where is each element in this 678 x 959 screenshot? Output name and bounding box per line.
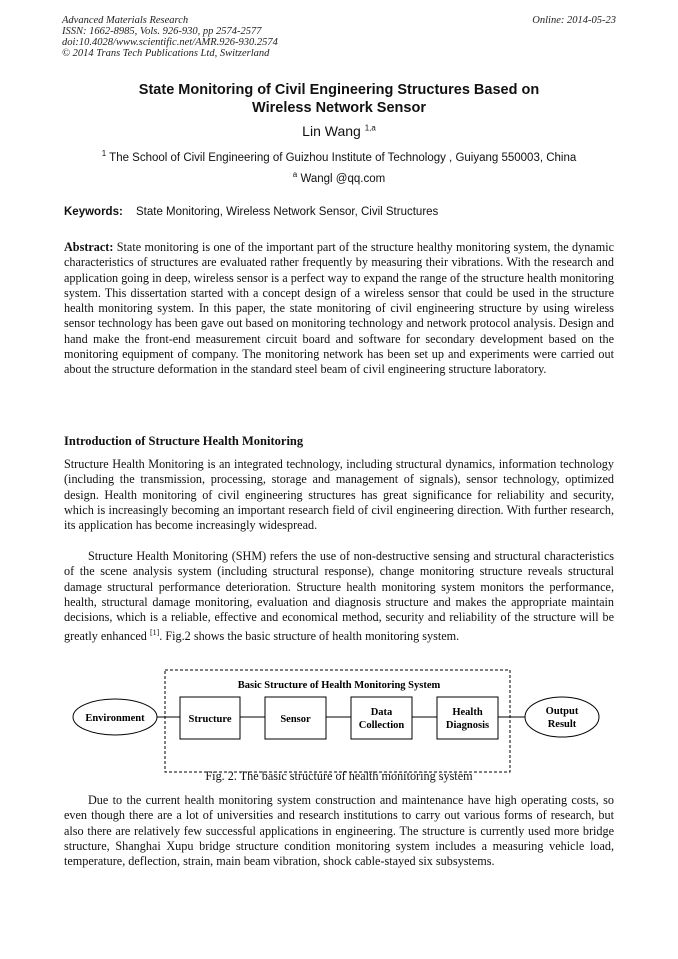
abstract — [64, 240, 614, 378]
paper-title — [40, 81, 638, 117]
email-superscript: a — [292, 170, 298, 179]
sensor-label: Sensor — [280, 714, 311, 725]
author — [0, 123, 678, 139]
figure-caption: Fig. 2. The basic structure of health monitoring system — [205, 769, 473, 783]
health-diagnosis-label-2: Diagnosis — [445, 720, 490, 731]
affiliation — [0, 149, 678, 164]
paragraph-3: Due to the current health monitoring system construction and maintenance have high operating costs, so even though there are a lot of universities and research institutions to carry out various forms of research, but also there are relatively few successful applications in engineering. The structure is currently used more bridge structure, Shanghai Xupu bridge structure condition monitoring system includes a measuring vehicle load, temperature, deflection, strain, main beam vibration, shock cable-stayed six subsystems. — [64, 793, 614, 869]
affiliation-superscript: 1 — [101, 149, 107, 158]
title-line-2: Wireless Network Sensor — [252, 100, 426, 116]
copyright-line: © 2014 Trans Tech Publications Ltd, Switzerland — [62, 48, 270, 59]
abstract-label: Abstract: — [64, 240, 114, 254]
abstract-text: State monitoring is one of the important part of the structure healthy monitoring system, the dynamic characteristics of structures are evaluated rather frequently by measuring their vibrations. With the research and application going in deep, wireless sensor is a perfect way to expand the range of the structure health monitoring system. This dissertation started with a concept design of a wireless sensor that could be used in the structure health monitoring system. In this paper, the state monitoring of civil engineering structure by using wireless sensor technology has been gave out based on monitoring technology and network protocol analysis. Design and hand make the front-end measurement circuit board and software for secondary development based on the monitoring equipment of company. The monitoring network has been set up and experiments were carried out about the structure deformation in the standard steel beam of civil engineering structure laboratory. — [64, 240, 614, 377]
data-collection-node — [351, 697, 412, 739]
journal-name: Advanced Materials Research — [62, 15, 189, 26]
affiliation-text: The School of Civil Engineering of Guizhou Institute of Technology , Guiyang 550003, China — [109, 151, 577, 164]
health-diagnosis-node — [437, 697, 498, 739]
environment-label: Environment — [85, 713, 145, 724]
author-superscript: 1,a — [364, 123, 376, 133]
output-node — [525, 697, 599, 737]
doi-line: doi:10.4028/www.scientific.net/AMR.926-930.2574 — [62, 37, 278, 48]
data-collection-label-1: Data — [370, 707, 393, 718]
email — [0, 170, 678, 185]
data-collection-label-2: Collection — [358, 720, 405, 731]
journal-header — [62, 15, 616, 59]
paragraph-2-text: Structure Health Monitoring (SHM) refers the use of non-destructive sensing and structural characteristics of the scene analysis system (including structural response), change monitoring structure reveals structural damage structural performance deterioration. Structure health monitoring system monitors the performance, health, structural damage monitoring, evaluation and diagnosis structure and makes the appropriate maintain decisions, which is a reliable, effective and economical method, security and reliability of the structure will be greatly enhanced — [64, 549, 614, 644]
citation-ref: [1] — [149, 628, 160, 638]
paragraph-1: Structure Health Monitoring is an integrated technology, including structural dynamics, information technology (including the transmission, processing, storage and management of signals), sensor technology, optimized design. Health monitoring of civil engineering structures has great significance for reliability and security, which is increasingly becoming an important research field of civil engineering direction. With further research, its application has become increasingly widespread. — [64, 457, 614, 533]
paragraph-2 — [64, 549, 614, 645]
online-date: Online: 2014-05-23 — [532, 15, 616, 26]
health-diagnosis-label-1: Health — [452, 707, 483, 718]
output-label-2: Result — [547, 719, 577, 730]
issn-line: ISSN: 1662-8985, Vols. 926-930, pp 2574-2577 — [62, 26, 262, 37]
section-heading: Introduction of Structure Health Monitoring — [64, 434, 304, 448]
keywords-text: State Monitoring, Wireless Network Sensor, Civil Structures — [136, 206, 439, 218]
author-name: Lin Wang — [302, 123, 361, 139]
frame-title: Basic Structure of Health Monitoring System — [237, 680, 441, 691]
title-line-1: State Monitoring of Civil Engineering Structures Based on — [138, 82, 540, 98]
health-monitoring-diagram — [64, 664, 614, 774]
keywords — [64, 206, 616, 218]
email-text: Wangl @qq.com — [300, 172, 386, 185]
structure-label: Structure — [188, 714, 232, 725]
output-label-1: Output — [545, 706, 579, 717]
keywords-label: Keywords: — [64, 206, 123, 218]
paragraph-2-tail: . Fig.2 shows the basic structure of health monitoring system. — [159, 629, 460, 644]
